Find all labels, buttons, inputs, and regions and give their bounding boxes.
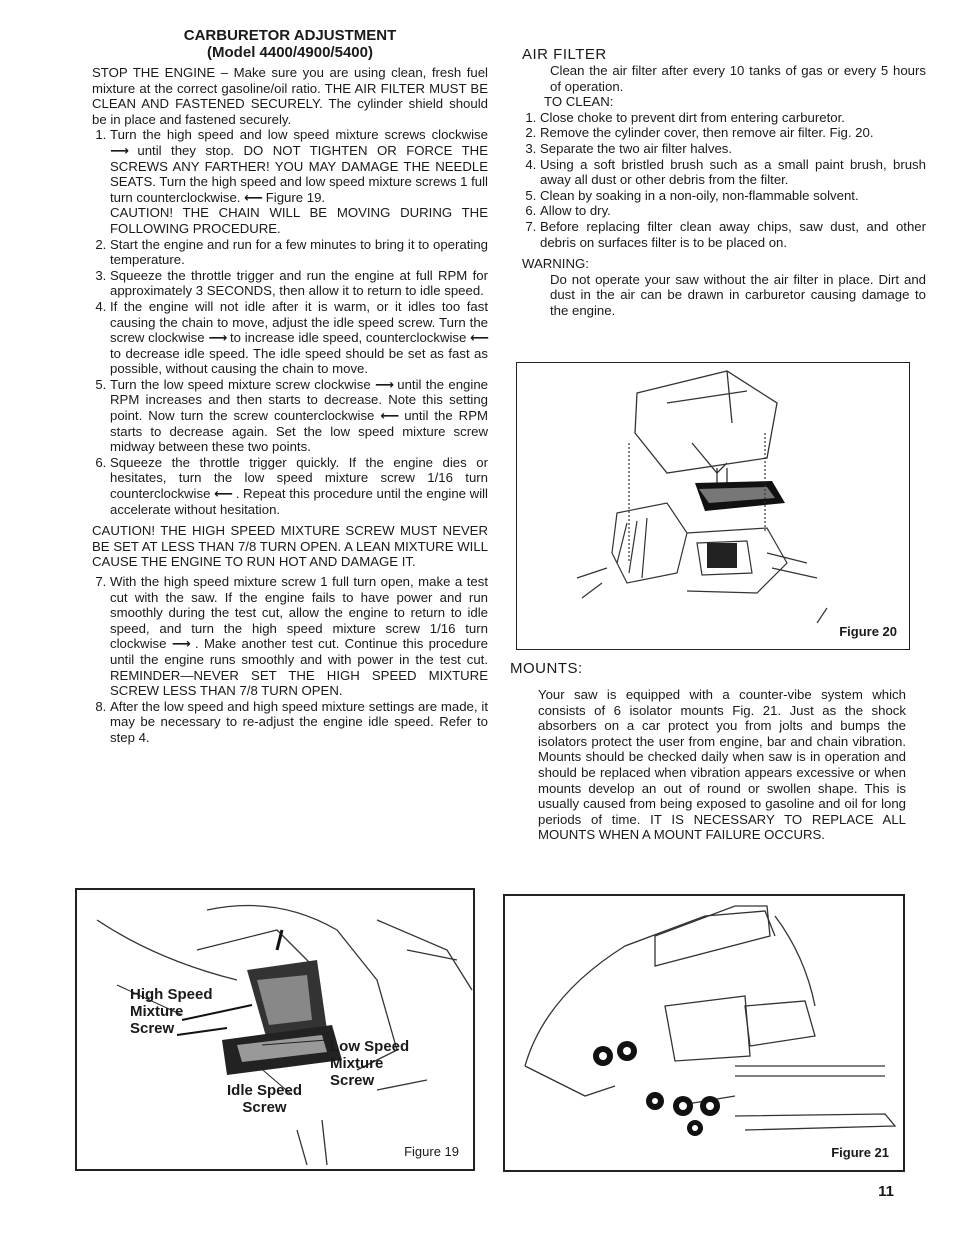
step-7: 7. With the high speed mixture screw 1 full turn open, make a test cut with the saw. If the engine fails to have power and run smoothly during the test cut, allow the engine to return to idle speed, and turn the high speed mixture screw 1/16 turn clockwise ⟶ . Make another test cut. Continue this procedure until the engine runs smoothly and with power in the test cut. REMINDER—NEVER SET THE HIGH SPEED MIXTURE SCREW LESS THAN 7/8 TURN OPEN. [110, 574, 488, 699]
figure-19-caption: Figure 19 [404, 1144, 459, 1159]
filter-step: 5. Clean by soaking in a non-oily, non-flammable solvent. [540, 188, 926, 204]
figure-20 [516, 362, 910, 650]
step-6: 6. Squeeze the throttle trigger quickly. If the engine dies or hesitates, turn the low speed mixture screw 1/16 turn counterclockwise ⟵ . Repeat this procedure until the engine will accelerate without hesitation. [110, 455, 488, 517]
mounts-section [510, 660, 906, 843]
to-clean-label: TO CLEAN: [544, 94, 614, 110]
clockwise-arrow-icon: ⟶ [375, 376, 393, 392]
air-filter-section [522, 46, 926, 319]
filter-step: 3. Separate the two air filter halves. [540, 141, 926, 157]
figure-21 [503, 894, 905, 1172]
filter-step: 7. Before replacing filter clean away chips, saw dust, and other debris on surfaces filter is to be placed on. [540, 219, 926, 250]
counterclockwise-arrow-icon: ⟵ [244, 189, 263, 205]
caution-chain: CAUTION! THE CHAIN WILL BE MOVING DURING THE FOLLOWING PROCEDURE. [110, 205, 488, 236]
step-3: 3. Squeeze the throttle trigger and run the engine at full RPM for approximately 3 SECONDS, then allow it to return to idle speed. [110, 268, 488, 299]
mounts-illustration [505, 896, 903, 1170]
air-filter-title: AIR FILTER [522, 46, 607, 63]
section-subtitle: (Model 4400/4900/5400) [207, 44, 373, 61]
adjustment-steps [92, 127, 488, 205]
step-1: 1. Turn the high speed and low speed mixture screws clockwise ⟶ until they stop. DO NOT TIGHTEN OR FORCE THE SCREWS ANY FARTHER! YOU MAY DAMAGE THE NEEDLE SEATS. Turn the high speed and low speed mixture screws 1 full turn counterclockwise. ⟵ Figure 19. [110, 127, 488, 205]
filter-step: 2. Remove the cylinder cover, then remove air filter. Fig. 20. [540, 125, 926, 141]
mounts-text: Your saw is equipped with a counter-vibe system which consists of 6 isolator mounts Fig. 21. Just as the shock absorbers on a car protect you from jolts and bumps the isolators protect the user from engine, bar and chain vibration. Mounts should be checked daily when saw is in operation and should be replaced when vibration appears excessive or when mounts develop an out of round or swollen shape. This is usually caused from being exposed to gasoline and oil for long periods of time. IT IS NECESSARY TO REPLACE ALL MOUNTS WHEN A MOUNT FAILURE OCCURS. [538, 687, 906, 843]
step-5: 5. Turn the low speed mixture screw clockwise ⟶ until the engine RPM increases and then starts to decrease. Note this setting point. Now turn the screw counterclockwise ⟵ until the RPM starts to decrease again. Set the low speed mixture screw midway between these two points. [110, 377, 488, 455]
clockwise-arrow-icon: ⟶ [110, 142, 128, 158]
mounts-title: MOUNTS: [510, 660, 583, 677]
clockwise-arrow-icon: ⟶ [208, 330, 227, 346]
figure-19 [75, 888, 475, 1171]
callout-high-speed: High Speed Mixture Screw [130, 986, 213, 1037]
figure-20-caption: Figure 20 [839, 624, 897, 639]
counterclockwise-arrow-icon: ⟵ [470, 330, 489, 346]
intro-text: STOP THE ENGINE – Make sure you are using clean, fresh fuel mixture at the correct gasoline/oil ratio. THE AIR FILTER MUST BE CLEAN AND FASTENED SECURELY. The cylinder shield should be in place and fastened securely. [92, 65, 488, 127]
counterclockwise-arrow-icon: ⟵ [214, 486, 233, 502]
callout-idle-speed: Idle Speed Screw [227, 1082, 303, 1116]
warning-text: Do not operate your saw without the air filter in place. Dirt and dust in the air can be drawn in carburetor causing damage to the engine. [550, 271, 926, 318]
step-8: 8. After the low speed and high speed mixture settings are made, it may be necessary to re-adjust the engine idle speed. Refer to step 4. [110, 699, 488, 746]
figure-21-caption: Figure 21 [831, 1145, 889, 1160]
carburetor-section [92, 27, 488, 746]
page-number: 11 [878, 1183, 894, 1200]
counterclockwise-arrow-icon: ⟵ [380, 408, 399, 424]
filter-step: 6. Allow to dry. [540, 203, 926, 219]
caution-high-speed: CAUTION! THE HIGH SPEED MIXTURE SCREW MUST NEVER BE SET AT LESS THAN 7/8 TURN OPEN. A LEAN MIXTURE WILL CAUSE THE ENGINE TO RUN HOT AND DAMAGE IT. [92, 523, 488, 570]
air-filter-steps [522, 110, 926, 250]
callout-low-speed: Low Speed Mixture Screw [330, 1038, 410, 1089]
clockwise-arrow-icon: ⟶ [171, 636, 190, 652]
air-filter-intro: Clean the air filter after every 10 tanks of gas or every 5 hours of operation. [550, 63, 926, 94]
section-title: CARBURETOR ADJUSTMENT [183, 27, 397, 44]
warning-heading: WARNING: [522, 256, 589, 272]
air-filter-illustration [517, 363, 909, 649]
filter-step: 4. Using a soft bristled brush such as a small paint brush, brush away all dust or other debris from the filter. [540, 157, 926, 188]
step-4: 4. If the engine will not idle after it is warm, or it idles too fast causing the chain to move, adjust the idle speed screw. Turn the screw clockwise ⟶ to increase idle speed, counterclockwise ⟵ to decrease idle speed. The idle speed should be set as fast as possible, without causing the chain to move. [110, 299, 488, 377]
adjustment-steps-end [92, 574, 488, 746]
step-2: 2. Start the engine and run for a few minutes to bring it to operating temperature. [110, 237, 488, 268]
adjustment-steps-cont [92, 237, 488, 518]
filter-step: 1. Close choke to prevent dirt from entering carburetor. [540, 110, 926, 126]
